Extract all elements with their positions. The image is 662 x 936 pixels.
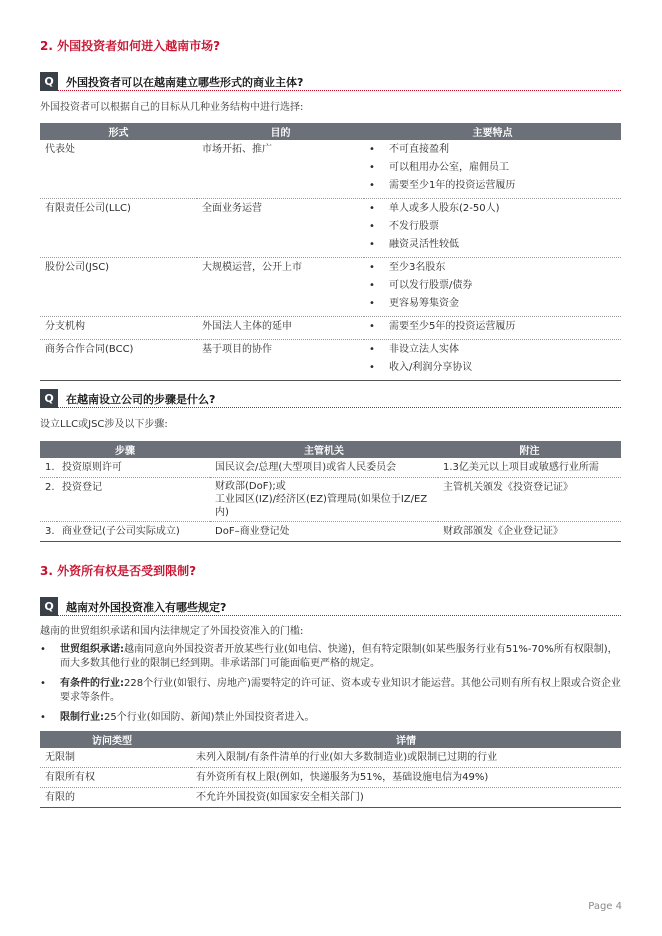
- table-row: [40, 768, 621, 788]
- table-header: 形式: [40, 123, 197, 140]
- bullet-label: 限制行业:: [60, 712, 104, 723]
- entity-form: 商务合作合同(BCC): [40, 340, 197, 381]
- entity-purpose: 外国法人主体的延申: [197, 317, 364, 340]
- feature-item: • 收入/利润分享协议: [369, 360, 616, 378]
- question-entity-forms: [40, 71, 621, 91]
- bullet-text: 228个行业(如银行、房地产)需要特定的许可证、资本或专业知识才能运营。其他公司则有所有权上限或合资企业要求等条件。: [60, 678, 621, 703]
- table-row: [40, 199, 621, 258]
- question-text: 越南对外国投资准入有哪些规定?: [66, 601, 227, 614]
- question-text: 外国投资者可以在越南建立哪些形式的商业主体?: [66, 76, 304, 89]
- feature-item: • 融资灵活性较低: [369, 237, 616, 255]
- step-authority: 财政部(DoF);或 工业园区(IZ)/经济区(EZ)管理局(如果位于IZ/EZ内): [210, 478, 438, 522]
- feature-item: • 更容易筹集资金: [369, 296, 616, 314]
- step-name: 投资原则许可: [57, 458, 210, 478]
- table-row: [40, 258, 621, 317]
- access-detail: 未列入限制/有条件清单的行业(如大多数制造业)或限制已过期的行业: [191, 748, 621, 768]
- section-3-title: 3. 外资所有权是否受到限制?: [40, 564, 197, 578]
- bullet-text: 25个行业(如国防、新闻)禁止外国投资者进入。: [104, 712, 315, 723]
- step-note: 主管机关颁发《投资登记证》: [438, 478, 621, 522]
- table-header: 目的: [197, 123, 364, 140]
- table-row: [40, 522, 621, 542]
- step-note: 1.3亿美元以上项目或敏感行业所需: [438, 458, 621, 478]
- question-investment-access: [40, 596, 621, 616]
- feature-item: • 可以租用办公室，雇佣员工: [369, 160, 616, 178]
- feature-item: • 可以发行股票/债券: [369, 278, 616, 296]
- list-item: • 限制行业:25个行业(如国防、新闻)禁止外国投资者进入。: [40, 712, 315, 723]
- q-badge: Q: [40, 597, 58, 616]
- step-name: 投资登记: [57, 478, 210, 522]
- access-type: 有限的: [40, 788, 191, 808]
- entity-forms-table: [40, 123, 621, 381]
- feature-item: • 不发行股票: [369, 219, 616, 237]
- table-header: 访问类型: [40, 731, 191, 748]
- table-header: 附注: [438, 441, 621, 458]
- entity-purpose: 基于项目的协作: [197, 340, 364, 381]
- access-type: 有限所有权: [40, 768, 191, 788]
- access-detail: 有外资所有权上限(例如，快递服务为51%，基础设施电信为49%): [191, 768, 621, 788]
- table-row: [40, 340, 621, 381]
- step-authority: DoF–商业登记处: [210, 522, 438, 542]
- step-number: 3.: [40, 522, 57, 542]
- feature-item: • 单人或多人股东(2-50人): [369, 201, 616, 219]
- bullet-text: 越南同意向外国投资者开放某些行业(如电信、快递)，但有特定限制(如某些服务行业有51%-70%所有权限制)，而大多数其他行业的限制已经到期。非承诺部门可能面临更严格的规定。: [60, 644, 618, 669]
- entity-form: 代表处: [40, 140, 197, 199]
- step-note: 财政部颁发《企业登记证》: [438, 522, 621, 542]
- table-header: 主要特点: [364, 123, 621, 140]
- bullet-label: 有条件的行业:: [60, 678, 124, 689]
- table-row: [40, 317, 621, 340]
- table-header: 详情: [191, 731, 621, 748]
- step-name: 商业登记(子公司实际成立): [57, 522, 210, 542]
- entity-purpose: 全面业务运营: [197, 199, 364, 258]
- step-number: 1.: [40, 458, 57, 478]
- q-badge: Q: [40, 72, 58, 91]
- table-row: [40, 140, 621, 199]
- entity-form: 分支机构: [40, 317, 197, 340]
- setup-steps-intro: 设立LLC或JSC涉及以下步骤:: [40, 419, 168, 430]
- entity-form: 股份公司(JSC): [40, 258, 197, 317]
- step-authority: 国民议会/总理(大型项目)或省人民委员会: [210, 458, 438, 478]
- access-detail: 不允许外国投资(如国家安全相关部门): [191, 788, 621, 808]
- entity-forms-intro: 外国投资者可以根据自己的目标从几种业务结构中进行选择:: [40, 102, 304, 113]
- feature-item: • 非设立法人实体: [369, 342, 616, 360]
- table-row: [40, 458, 621, 478]
- access-type: 无限制: [40, 748, 191, 768]
- bullet-label: 世贸组织承诺:: [60, 644, 124, 655]
- step-number: 2.: [40, 478, 57, 522]
- investment-access-intro: 越南的世贸组织承诺和国内法律规定了外国投资准入的门槛:: [40, 626, 304, 637]
- page-number: Page 4: [588, 901, 622, 912]
- table-header: 主管机关: [210, 441, 438, 458]
- entity-purpose: 市场开拓、推广: [197, 140, 364, 199]
- table-row: [40, 748, 621, 768]
- table-header: 步骤: [40, 441, 210, 458]
- feature-item: • 不可直接盈利: [369, 142, 616, 160]
- access-rules-list: [40, 643, 621, 731]
- list-item: • 世贸组织承诺:越南同意向外国投资者开放某些行业(如电信、快递)，但有特定限制(如某些服务行业有51%-70%所有权限制)，而大多数其他行业的限制已经到期。非承诺部门可能面临更严格的规定。: [40, 644, 618, 669]
- entity-purpose: 大规模运营，公开上市: [197, 258, 364, 317]
- question-setup-steps: [40, 388, 621, 408]
- setup-steps-table: [40, 441, 621, 542]
- table-row: [40, 788, 621, 808]
- feature-item: • 至少3名股东: [369, 260, 616, 278]
- table-row: [40, 478, 621, 522]
- q-badge: Q: [40, 389, 58, 408]
- feature-item: • 需要至少5年的投资运营履历: [369, 319, 616, 337]
- access-types-table: [40, 731, 621, 808]
- list-item: • 有条件的行业:228个行业(如银行、房地产)需要特定的许可证、资本或专业知识才能运营。其他公司则有所有权上限或合资企业要求等条件。: [40, 678, 621, 703]
- section-2-title: 2. 外国投资者如何进入越南市场?: [40, 39, 221, 53]
- question-text: 在越南设立公司的步骤是什么?: [66, 393, 216, 406]
- entity-form: 有限责任公司(LLC): [40, 199, 197, 258]
- feature-item: • 需要至少1年的投资运营履历: [369, 178, 616, 196]
